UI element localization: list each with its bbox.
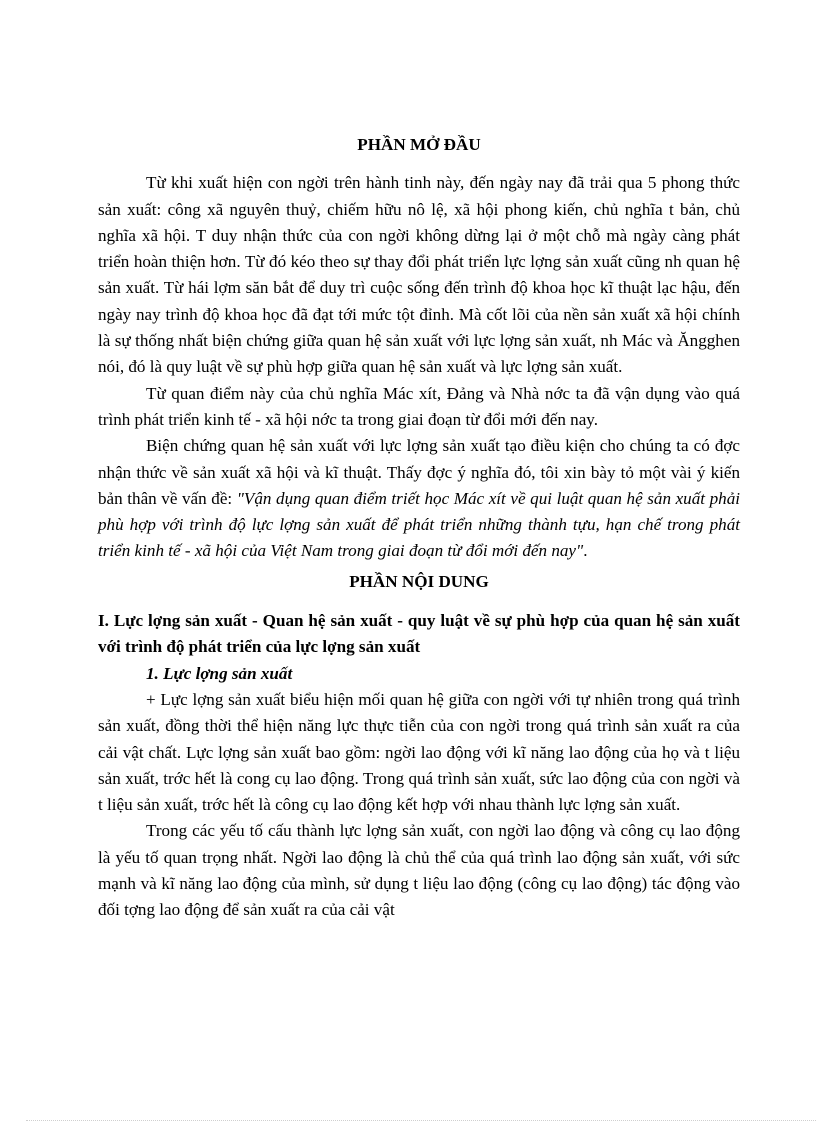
section-title: I. Lực lợng sản xuất - Quan hệ sản xuất - quy luật về sự phù hợp của quan hệ sản xuất với trình độ phát triển của lực lợng sản xuất (98, 611, 740, 657)
content-paragraph-1: + Lực lợng sản xuất biểu hiện mối quan hệ giữa con ngời với tự nhiên trong quá trình sản xuất, đồng thời thể hiện năng lực thực tiễn của con ngời trong quá trình sản xuất ra của cải vật chất. Lực lợng sản xuất bao gồm: ngời lao động với kĩ năng lao động của họ và t liệu sản xuất, trớc hết là cong cụ lao động. Trong quá trình sản xuất, sức lao động của con ngời và t liệu sản xuất, trớc hết là công cụ lao động kết hợp với nhau thành lực lợng sản xuất. (98, 689, 740, 815)
content-paragraph-2: Trong các yếu tố cấu thành lực lợng sản xuất, con ngời lao động và công cụ lao động là yếu tố quan trọng nhất. Ngời lao động là chủ thể của quá trình lao động sản xuất, với sức mạnh và kĩ năng lao động của mình, sử dụng t liệu lao động (công cụ lao động) tác động vào đối tợng lao động để sản xuất ra của cải vật (98, 821, 740, 920)
page-bottom-divider (26, 1120, 816, 1121)
intro-paragraph-2: Từ quan điểm này của chủ nghĩa Mác xít, Đảng và Nhà nớc ta đã vận dụng vào quá trình phát triển kinh tế - xã hội nớc ta trong giai đoạn từ đổi mới đến nay. (98, 383, 740, 429)
intro-paragraph-1: Từ khi xuất hiện con ngời trên hành tinh này, đến ngày nay đã trải qua 5 phong thức sản xuất: công xã nguyên thuỷ, chiếm hữu nô lệ, xã hội phong kiến, chủ nghĩa t bản, chủ nghĩa xã hội. T duy nhận thức của con ngời không dừng lại ở một chỗ mà ngày càng phát triển hoàn thiện hơn. Từ đó kéo theo sự thay đổi phát triển lực lợng sản xuất cũng nh quan hệ sản xuất. Từ hái lợm săn bắt để duy trì cuộc sống đến trình độ khoa học kĩ thuật lạc hậu, đến ngày nay trình độ khoa học đã đạt tới mức tột đỉnh. Mà cốt lõi của nền sản xuất xã hội chính là sự thống nhất biện chứng giữa quan hệ sản xuất với lực lợng sản xuất, nh Mác và Ăngghen nói, đó là quy luật về sự phù hợp giữa quan hệ sản xuất và lực lợng sản xuất. (98, 173, 740, 377)
document-page (98, 132, 740, 924)
subsection-title: 1. Lực lợng sản xuất (146, 663, 293, 683)
topic-quote: "Vận dụng quan điểm triết học Mác xít về qui luật quan hệ sản xuất phải phù hợp với trình độ lực lợng sản xuất để phát triển những thành tựu, hạn chế trong phát triển kinh tế - xã hội của Việt Nam trong giai đoạn từ đổi mới đến nay" (98, 488, 740, 561)
intro-paragraph-3-lead: Biện chứng quan hệ sản xuất với lực lợng sản xuất tạo điều kiện cho chúng ta có đợc nhận thức về sản xuất xã hội và kĩ thuật. Thấy đợc ý nghĩa đó, tôi xin bày tỏ một vài ý kiến bản thân về vấn đề: (98, 436, 740, 508)
intro-paragraph-3 (98, 433, 740, 564)
intro-heading: PHẦN MỞ ĐẦU (357, 135, 481, 154)
content-heading: PHẦN NỘI DUNG (349, 571, 489, 591)
intro-paragraph-3-end: . (583, 541, 588, 561)
